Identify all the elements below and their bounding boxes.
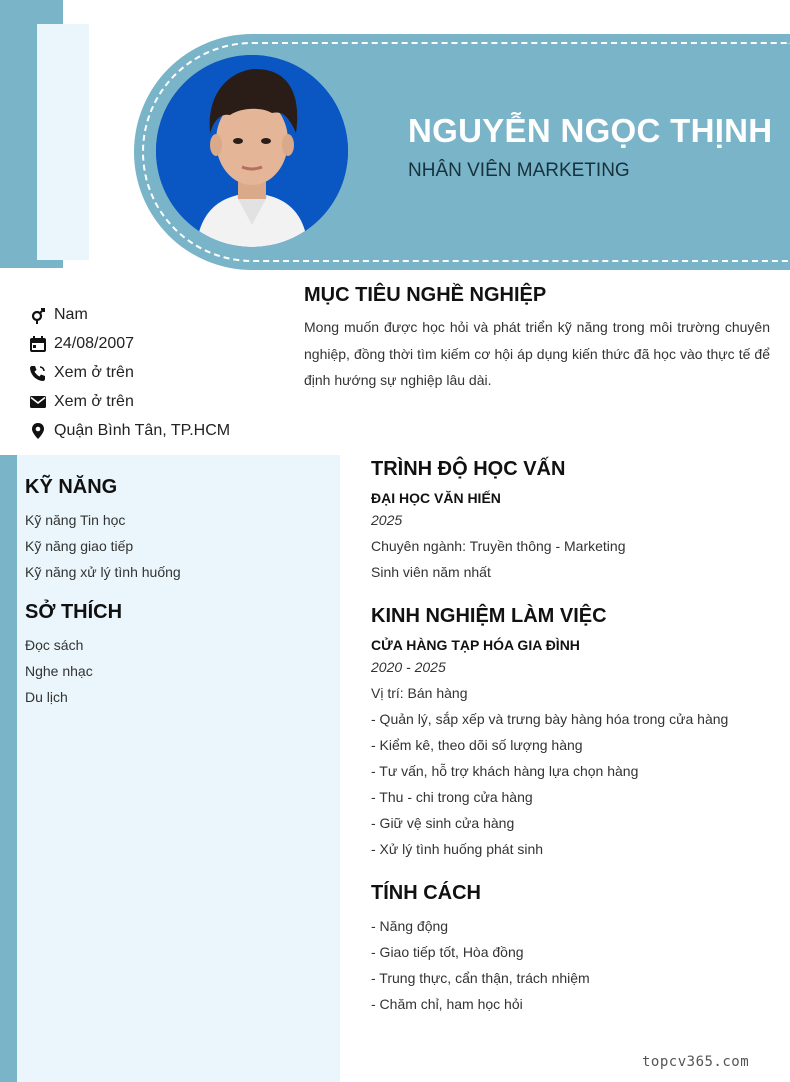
experience-section <box>371 605 781 862</box>
hobbies-section <box>25 601 122 710</box>
contact-phone <box>28 358 230 387</box>
personality-section <box>371 882 781 1017</box>
hobby-item: Du lịch <box>25 689 68 705</box>
candidate-name: NGUYỄN NGỌC THỊNH <box>408 112 773 149</box>
education-line: Sinh viên năm nhất <box>371 564 491 580</box>
contact-email <box>28 387 230 416</box>
personality-heading: TÍNH CÁCH <box>371 882 481 904</box>
calendar-icon <box>28 334 48 354</box>
contact-email-text: Xem ở trên <box>54 392 134 410</box>
header-inner-block <box>37 24 89 260</box>
contact-gender-text: Nam <box>54 305 88 323</box>
skill-item: Kỹ năng giao tiếp <box>25 538 134 554</box>
education-line: Chuyên ngành: Truyền thông - Marketing <box>371 538 626 554</box>
experience-heading: KINH NGHIỆM LÀM VIỆC <box>371 605 607 627</box>
email-icon <box>28 392 48 412</box>
education-year: 2025 <box>371 512 403 528</box>
experience-line: - Xử lý tình huống phát sinh <box>371 841 544 857</box>
contact-list <box>28 300 230 445</box>
education-heading: TRÌNH ĐỘ HỌC VẤN <box>371 458 566 480</box>
experience-line: - Tư vấn, hỗ trợ khách hàng lựa chọn hàng <box>371 763 639 779</box>
personality-item: - Chăm chỉ, ham học hỏi <box>371 996 523 1012</box>
personality-item: - Năng động <box>371 918 449 934</box>
watermark-text: topcv365.com <box>642 1054 750 1070</box>
phone-icon <box>28 363 48 383</box>
experience-line: Vị trí: Bán hàng <box>371 685 468 701</box>
education-section <box>371 458 781 585</box>
experience-line: - Thu - chi trong cửa hàng <box>371 789 533 805</box>
objective-heading: MỤC TIÊU NGHỀ NGHIỆP <box>304 284 547 306</box>
experience-line: - Kiểm kê, theo dõi số lượng hàng <box>371 737 583 753</box>
personality-item: - Giao tiếp tốt, Hòa đồng <box>371 944 524 960</box>
experience-line: - Quản lý, sắp xếp và trưng bày hàng hóa trong cửa hàng <box>371 711 729 727</box>
contact-address <box>28 416 230 445</box>
job-title: NHÂN VIÊN MARKETING <box>408 160 630 181</box>
hobby-item: Đọc sách <box>25 637 84 653</box>
gender-icon <box>28 305 48 325</box>
left-column-strip <box>0 455 17 1082</box>
contact-address-text: Quận Bình Tân, TP.HCM <box>54 421 231 439</box>
contact-gender <box>28 300 230 329</box>
objective-text: Mong muốn được học hỏi và phát triển kỹ năng trong môi trường chuyên nghiệp, đồng thời tìm kiếm cơ hội áp dụng kiến thức đã học vào thực tế để định hướng sự nghiệp lâu dài. <box>304 319 770 388</box>
contact-birthday-text: 24/08/2007 <box>54 334 135 352</box>
hobby-item: Nghe nhạc <box>25 663 93 679</box>
contact-phone-text: Xem ở trên <box>54 363 134 381</box>
experience-company: CỬA HÀNG TẠP HÓA GIA ĐÌNH <box>371 637 580 653</box>
profile-photo <box>156 55 348 247</box>
skill-item: Kỹ năng Tin học <box>25 512 126 528</box>
experience-line: - Giữ vệ sinh cửa hàng <box>371 815 515 831</box>
education-school: ĐẠI HỌC VĂN HIẾN <box>371 490 501 506</box>
hobbies-heading: SỞ THÍCH <box>25 601 123 623</box>
contact-birthday <box>28 329 230 358</box>
experience-period: 2020 - 2025 <box>371 659 446 675</box>
location-pin-icon <box>28 421 48 441</box>
skills-heading: KỸ NĂNG <box>25 476 118 498</box>
personality-item: - Trung thực, cẩn thận, trách nhiệm <box>371 970 590 986</box>
skill-item: Kỹ năng xử lý tình huống <box>25 564 181 580</box>
skills-section <box>25 476 181 585</box>
